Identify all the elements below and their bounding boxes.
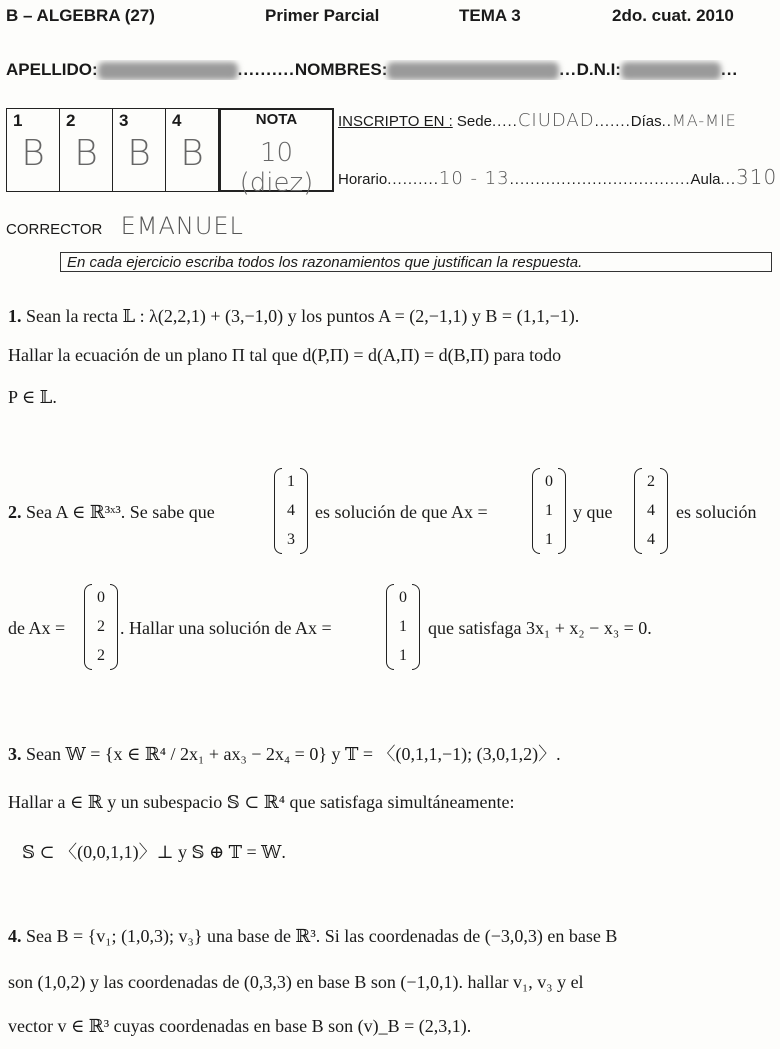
redacted-nombres <box>387 62 559 80</box>
problem-1-text-1: Sean la recta 𝕃 : λ(2,2,1) + (3,−1,0) y los puntos A = (2,−1,1) y B = (1,1,−1). <box>26 306 580 326</box>
grade-mark: B <box>21 133 45 174</box>
grade-cell <box>60 109 113 191</box>
identity-line <box>6 60 780 80</box>
grade-number: 3 <box>119 111 129 130</box>
grade-cell <box>7 109 60 191</box>
apellido-label: APELLIDO: <box>6 60 98 79</box>
problem-2-text-6: . Hallar una solución de Ax = <box>120 618 332 638</box>
horario-value: 10 - 13 <box>438 168 510 189</box>
grade-mark: B <box>180 133 204 174</box>
problem-4-text-1: Sea B = {v₁; (1,0,3); v₃} una base de ℝ³. Si las coordenadas de (−3,0,3) en base B <box>26 926 618 946</box>
tema-label: TEMA 3 <box>459 6 521 25</box>
grade-cell <box>113 109 166 191</box>
vector-entry: 2 <box>647 473 655 491</box>
nota-cell <box>219 108 334 198</box>
column-vector <box>532 468 566 554</box>
aula-label: Aula <box>690 171 721 188</box>
vector-entry: 4 <box>287 501 295 519</box>
inscripto-label: INSCRIPTO EN : <box>338 113 453 130</box>
corrector-label: CORRECTOR <box>6 221 103 238</box>
vector-entry: 1 <box>399 617 407 635</box>
nombres-dots: ... <box>559 60 577 79</box>
problem-1-line-3: P ∈ 𝕃. <box>8 387 57 407</box>
horario-line: Horario..........10 - 13...................................Aula...310 <box>338 165 778 189</box>
sede-value: CIUDAD <box>517 110 595 131</box>
vector-entry: 4 <box>647 530 655 548</box>
vector-entry: 0 <box>399 589 407 607</box>
vector-entry: 4 <box>647 501 655 519</box>
vector-entry: 1 <box>545 501 553 519</box>
vector-entry: 2 <box>97 646 105 664</box>
problem-2-text-7: que satisfaga 3x₁ + x₂ − x₃ = 0. <box>428 618 652 638</box>
dias-value: MA-MIE <box>671 111 737 130</box>
vector-entry: 1 <box>399 646 407 664</box>
problem-2-text-2: es solución de que Ax = <box>315 502 488 522</box>
problem-2-text-5: de Ax = <box>8 618 66 638</box>
problem-4-line-2: son (1,0,2) y las coordenadas de (0,3,3) en base B son (−1,0,1). hallar v₁, v₃ y el <box>8 972 584 992</box>
column-vector <box>274 468 308 554</box>
problem-3-text-1: Sean 𝕎 = {x ∈ ℝ⁴ / 2x₁ + ax₃ − 2x₄ = 0} y 𝕋 = 〈(0,1,1,−1); (3,0,1,2)〉. <box>26 744 561 764</box>
problem-4-number: 4. <box>8 926 22 946</box>
term-label: 2do. cuat. 2010 <box>612 6 734 25</box>
apellido-dots: .......... <box>237 60 295 79</box>
redacted-dni <box>621 62 721 80</box>
problem-2-text-3: y que <box>573 502 613 522</box>
problem-2-text-1: Sea A ∈ ℝ³ˣ³. Se sabe que <box>26 502 215 522</box>
redacted-apellido <box>98 62 238 80</box>
course-title: B – ALGEBRA (27) <box>6 6 155 25</box>
vector-entry: 0 <box>545 473 553 491</box>
horario-label: Horario <box>338 171 388 188</box>
vector-entry: 0 <box>97 589 105 607</box>
problem-1-line-1 <box>8 306 579 327</box>
vector-entry: 1 <box>545 530 553 548</box>
grade-grid <box>6 108 334 198</box>
problem-4-line-3: vector v ∈ ℝ³ cuyas coordenadas en base B son (v)_B = (2,3,1). <box>8 1016 472 1036</box>
nota-label: NOTA <box>255 111 298 128</box>
corrector-value: EMANUEL <box>120 212 244 240</box>
problem-3-line-1 <box>8 740 561 766</box>
column-vector <box>386 584 420 670</box>
problem-3-line-3: 𝕊 ⊂ 〈(0,0,1,1)〉⊥ y 𝕊 ⊕ 𝕋 = 𝕎. <box>22 842 286 862</box>
vector-entry: 1 <box>287 473 295 491</box>
nota-value: 10 (diez) <box>239 138 314 198</box>
column-vector <box>634 468 668 554</box>
problem-2-text-4: es solución <box>676 502 757 522</box>
aula-value: 310 <box>736 165 778 189</box>
vector-entry: 3 <box>287 530 295 548</box>
grade-number: 2 <box>66 111 76 130</box>
inscription-line: INSCRIPTO EN : Sede.....CIUDAD.......Días..MA-MIE <box>338 110 737 131</box>
dni-label: D.N.I: <box>576 60 621 79</box>
exam-title: Primer Parcial <box>265 6 380 25</box>
problem-3-number: 3. <box>8 744 22 764</box>
grade-cell <box>166 109 219 191</box>
problem-3-line-2: Hallar a ∈ ℝ y un subespacio 𝕊 ⊂ ℝ⁴ que satisfaga simultáneamente: <box>8 792 515 812</box>
dni-dots: ... <box>720 60 739 79</box>
sede-label: Sede <box>456 113 492 130</box>
column-vector <box>84 584 118 670</box>
instruction-box: En cada ejercicio escriba todos los razonamientos que justifican la respuesta. <box>60 252 772 272</box>
nombres-label: NOMBRES: <box>294 60 388 79</box>
grade-mark: B <box>74 133 98 174</box>
problem-2-line-1a <box>8 502 215 523</box>
problem-1-number: 1. <box>8 306 22 326</box>
problem-2-number: 2. <box>8 502 22 522</box>
corrector-line <box>6 212 244 240</box>
problem-4-line-1 <box>8 926 617 947</box>
vector-entry: 2 <box>97 617 105 635</box>
dias-label: Días <box>630 113 662 130</box>
grade-mark: B <box>127 133 151 174</box>
grade-number: 4 <box>172 111 182 130</box>
grade-number: 1 <box>13 111 23 130</box>
problem-1-line-2: Hallar la ecuación de un plano Π tal que d(P,Π) = d(A,Π) = d(B,Π) para todo <box>8 345 562 365</box>
